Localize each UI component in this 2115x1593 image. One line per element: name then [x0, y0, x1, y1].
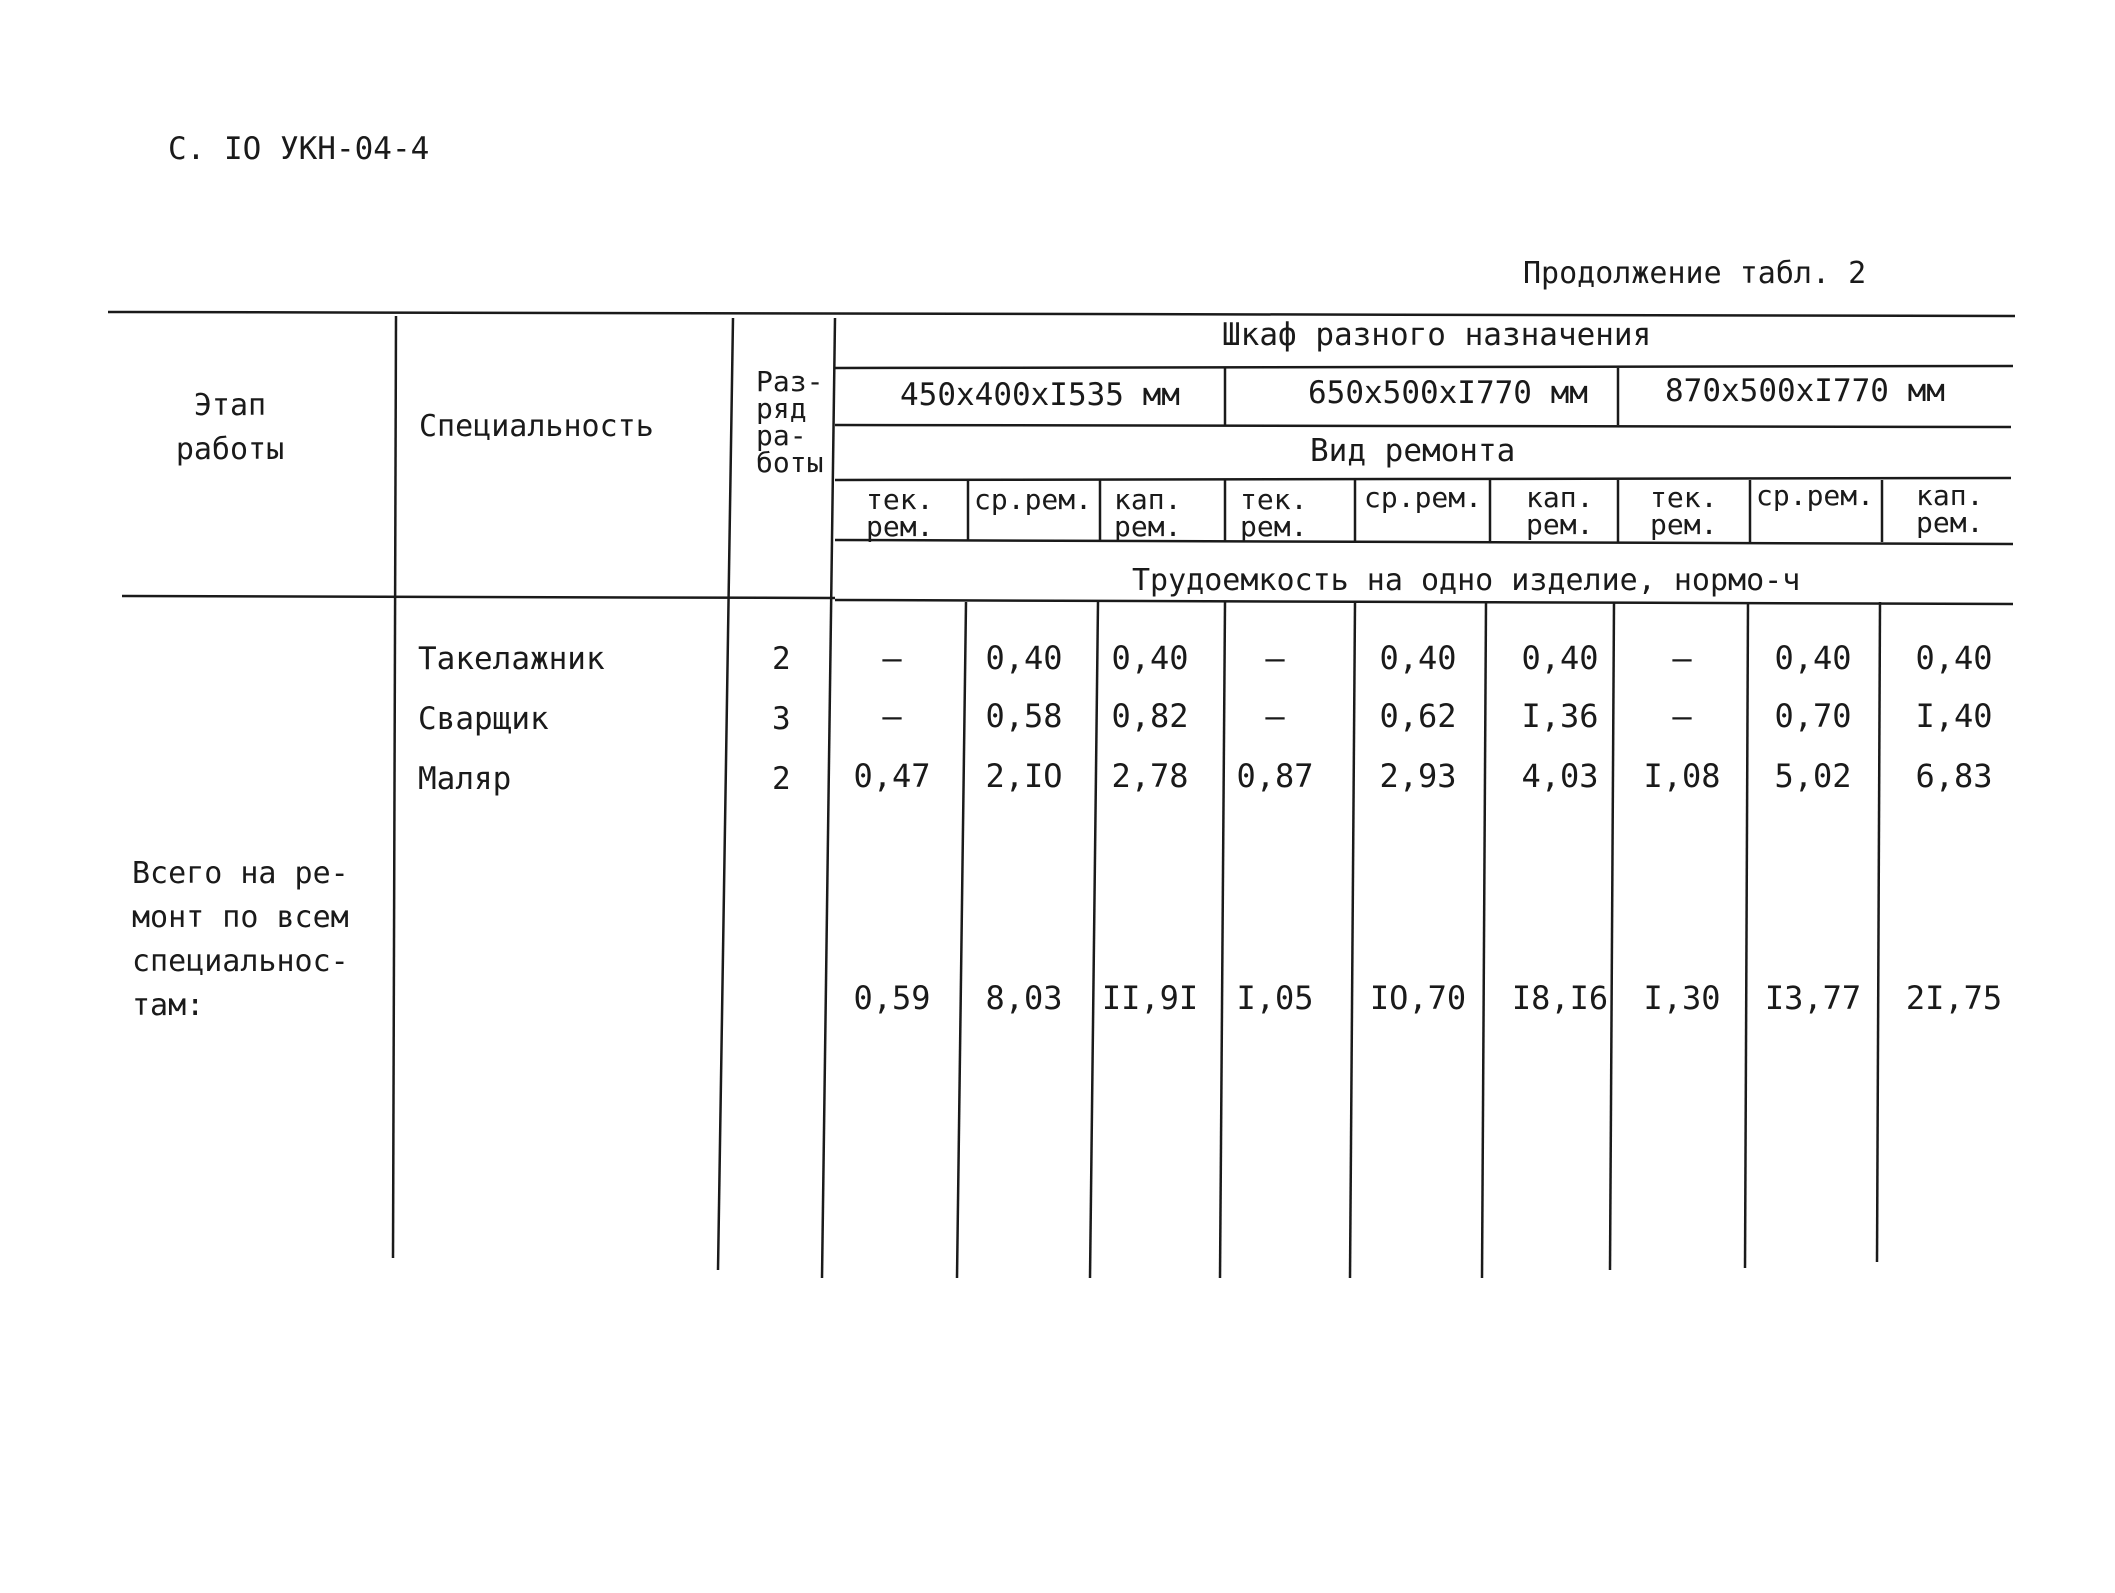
subcol-4 [1240, 483, 1308, 543]
units-label: Трудоемкость на одно изделие, нормо-ч [1132, 563, 1801, 598]
row-specialty: Маляр [418, 761, 512, 797]
total-label-line: монт по всем [132, 900, 349, 935]
value-cell: 0,58 [985, 697, 1063, 735]
subcol-line: ср.рем. [974, 483, 1093, 516]
row-specialty: Такелажник [418, 641, 605, 677]
subcol-line: рем. [1916, 506, 1984, 539]
row-specialty: Сварщик [418, 701, 549, 737]
subcol-7 [1650, 481, 1718, 541]
value-cell: 4,03 [1521, 757, 1599, 795]
header-specialty: Специальность [419, 409, 654, 444]
subcol-line: рем. [866, 510, 934, 543]
subcol-3 [1114, 483, 1182, 543]
value-cell: I,05 [1236, 979, 1314, 1017]
subcol-1 [866, 483, 934, 543]
value-cell: 2I,75 [1905, 979, 2003, 1017]
value-cell: IO,70 [1369, 979, 1467, 1017]
value-cell: I,30 [1643, 979, 1721, 1017]
subcol-line: рем. [1526, 508, 1594, 541]
subcol-line: тек. [866, 483, 934, 516]
value-cell: I8,I6 [1511, 979, 1609, 1017]
value-cell: – [882, 639, 902, 677]
value-cell: I3,77 [1764, 979, 1862, 1017]
value-cell: – [1672, 639, 1692, 677]
header-grade-line: боты [756, 446, 824, 479]
value-cell: 0,40 [1915, 639, 1993, 677]
value-cell: I,08 [1643, 757, 1721, 795]
value-cell: 0,59 [853, 979, 931, 1017]
subcol-line: рем. [1650, 508, 1718, 541]
value-cell: 0,70 [1774, 697, 1852, 735]
subcol-8 [1756, 479, 1875, 512]
group-title: Шкаф разного назначения [1222, 317, 1652, 353]
header-stage-line: работы [175, 432, 285, 467]
total-label-line: там: [132, 988, 205, 1023]
value-cell: 0,62 [1379, 697, 1457, 735]
value-cell: 6,83 [1915, 757, 1993, 795]
subcol-line: ср.рем. [1756, 479, 1875, 512]
subcol-2 [974, 483, 1093, 516]
subcol-line: кап. [1114, 483, 1182, 516]
value-cell: – [1265, 697, 1285, 735]
subcol-line: кап. [1916, 479, 1984, 512]
subcol-line: тек. [1240, 483, 1308, 516]
continuation-note: Продолжение табл. 2 [1523, 256, 1867, 291]
repair-type-title: Вид ремонта [1310, 433, 1516, 469]
row-grade: 2 [772, 641, 791, 677]
header-stage [170, 384, 290, 472]
value-cell: 0,40 [985, 639, 1063, 677]
size-header-2: 650x500xI770 мм [1308, 375, 1588, 411]
value-cell: 0,40 [1521, 639, 1599, 677]
value-cell: I,40 [1915, 697, 1993, 735]
header-grade [756, 365, 824, 479]
total-label-line: специальнос- [132, 944, 349, 979]
total-label [132, 852, 349, 1028]
value-cell: 2,78 [1111, 757, 1189, 795]
value-cell: 2,93 [1379, 757, 1457, 795]
value-cell: 5,02 [1774, 757, 1852, 795]
subcol-9 [1916, 479, 1984, 539]
value-cell: 2,IO [985, 757, 1063, 795]
subcol-line: кап. [1526, 481, 1594, 514]
subcol-line: тек. [1650, 481, 1718, 514]
size-header-3: 870x500xI770 мм [1665, 373, 1945, 409]
subcol-line: рем. [1240, 510, 1308, 543]
value-cell: 0,40 [1379, 639, 1457, 677]
value-cell: II,9I [1101, 979, 1199, 1017]
subcol-6 [1526, 481, 1594, 541]
row-grade: 3 [772, 701, 791, 737]
row-grade: 2 [772, 761, 791, 797]
value-cell: 8,03 [985, 979, 1063, 1017]
header-stage-line: Этап [193, 388, 267, 423]
header-grade-line: ряд [756, 392, 807, 425]
size-header-1: 450x400xI535 мм [900, 377, 1180, 413]
value-cell: I,36 [1521, 697, 1599, 735]
value-cell: – [882, 697, 902, 735]
header-grade-line: ра- [756, 419, 807, 452]
value-cell: – [1672, 697, 1692, 735]
total-label-line: Всего на ре- [132, 856, 349, 891]
subcol-line: ср.рем. [1364, 481, 1483, 514]
value-cell: 0,47 [853, 757, 931, 795]
value-cell: 0,82 [1111, 697, 1189, 735]
value-cell: 0,87 [1236, 757, 1314, 795]
page-header: С. IO УКН-04-4 [168, 131, 430, 167]
subcol-line: рем. [1114, 510, 1182, 543]
value-cell: – [1265, 639, 1285, 677]
header-grade-line: Раз- [756, 365, 824, 398]
value-cell: 0,40 [1774, 639, 1852, 677]
value-cell: 0,40 [1111, 639, 1189, 677]
subcol-5 [1364, 481, 1483, 514]
